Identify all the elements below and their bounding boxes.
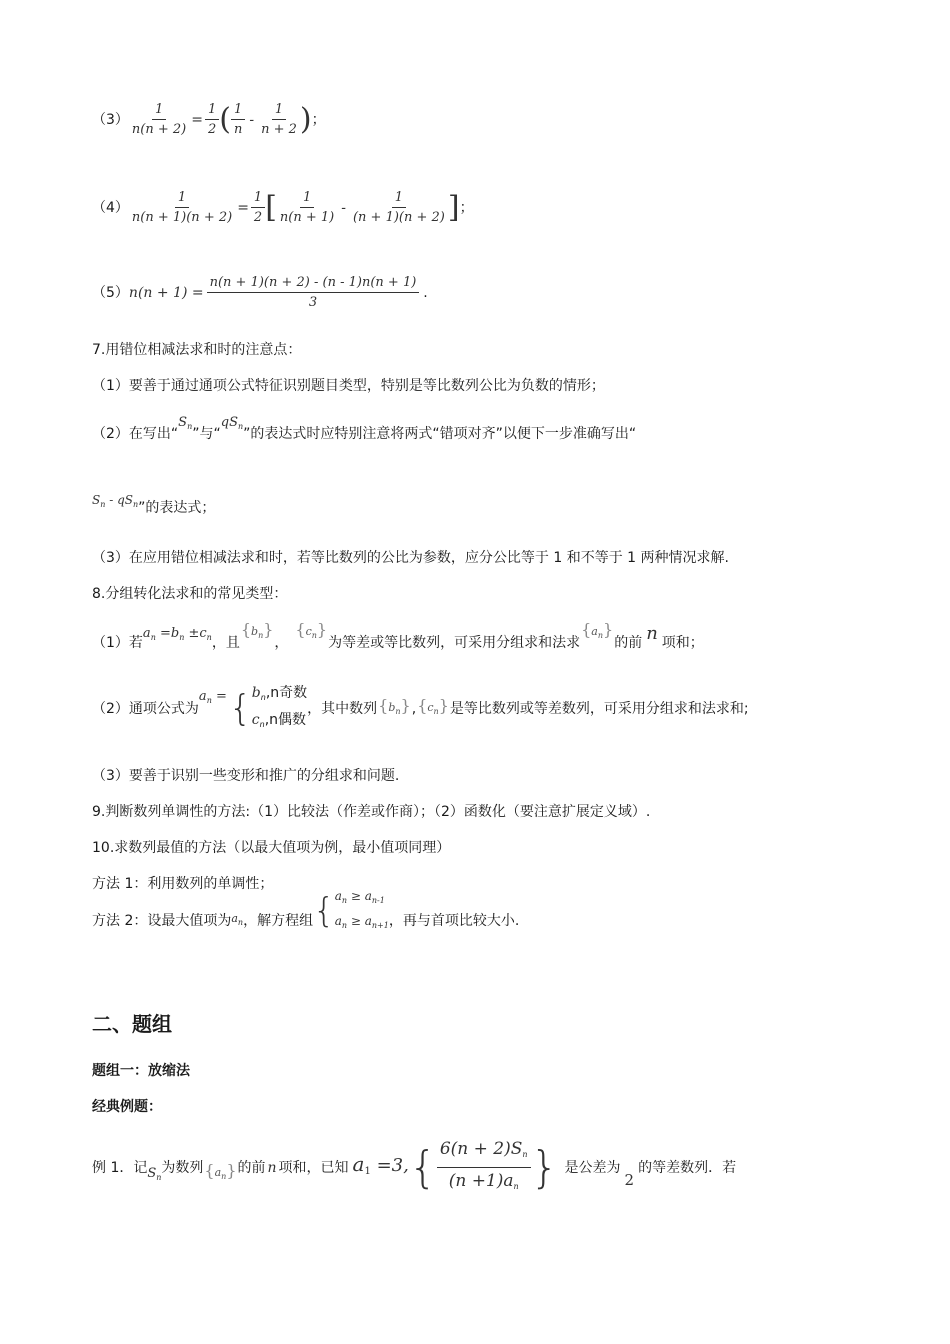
s7-title: 7.用错位相减法求和时的注意点： bbox=[92, 342, 302, 358]
example-fraction: $\frac{6(n + 2)S_n}{(n +1)a_n}$ bbox=[437, 1138, 531, 1198]
s10-m1: 方法 1：利用数列的单调性； bbox=[92, 876, 274, 892]
set-brace-left: { bbox=[408, 1142, 437, 1193]
formula-3: （3） $\frac{1}{n(n + 2)}$ = $\frac{1}{2}$ ( $\frac{1}{n}$ - $\frac{1}{n + 2}$ ) ； bbox=[92, 102, 326, 137]
s7-p2-cont: $S_n - qS_n$”的表达式； bbox=[92, 493, 216, 516]
formula-4: （4） $\frac{1}{n(n + 1)(n + 2)}$ = $\frac{1}{2}$ [ $\frac{1}{n(n + 1)}$ - $\frac{1}{(n + 1)(n + 2)}$ ] ； bbox=[92, 190, 474, 225]
formula-4-label: （4） bbox=[92, 200, 129, 216]
right-paren: ) bbox=[299, 102, 312, 137]
s8-p3: （3）要善于识别一些变形和推广的分组求和问题. bbox=[92, 768, 400, 784]
example-1: 例 1．记 $S_n$ 为数列 $\{a_n\}$ 的前 n 项和，已知 $a_1 =3$, { $\frac{6(n + 2)S_n}{(n +1)a_n}$ } 是公差为 2 的等差数列．若 bbox=[92, 1138, 736, 1198]
set-brace-right: } bbox=[530, 1142, 559, 1193]
s7-p2: （2）在写出“$S_n$”与“$qS_n$”的表达式时应特别注意将两式“错项对齐”以便下一步准确写出“ bbox=[92, 415, 637, 442]
group-1-heading: 题组一：放缩法 bbox=[92, 1063, 190, 1079]
s7-p3: （3）在应用错位相减法求和时，若等比数列的公比为参数，应分公比等于 1 和不等于 1 两种情况求解. bbox=[92, 550, 729, 566]
section-heading: 二、题组 bbox=[92, 1012, 172, 1036]
system-brace: { bbox=[313, 891, 335, 931]
formula-5: （5） n(n + 1) = $\frac{n(n + 1)(n + 2) - (n - 1)n(n + 1)}{3}$ . bbox=[92, 275, 428, 310]
s9: 9.判断数列单调性的方法:（1）比较法（作差或作商）；（2）函数化（要注意扩展定义域）. bbox=[92, 804, 651, 820]
classic-examples-heading: 经典例题： bbox=[92, 1099, 162, 1115]
f3-half: $\frac{1}{2}$ bbox=[205, 102, 219, 138]
formula-5-label: （5） bbox=[92, 285, 129, 301]
s8-p2: （2）通项公式为 $a_n$ = { $b_n,n$奇数 $c_n,n$偶数 ，其中数列 $\{b_n\}$ , $\{c_n\}$ 是等比数列或等差数列，可采用分组求和法求和; bbox=[92, 685, 749, 729]
a1-term: $a_1 =3$, bbox=[352, 1152, 409, 1177]
s10-m2: 方法 2：设最大值项为 $a_n$ ，解方程组 { $a_n \ge a_{n-1}$ $a_n \ge a_{n+1}$ ，再与首项比较大小. bbox=[92, 889, 520, 931]
s10-title: 10.求数列最值的方法（以最大值项为例，最小值项同理） bbox=[92, 840, 451, 856]
left-paren: ( bbox=[219, 102, 231, 137]
s8-p1: （1）若$a_n =b_n \pm c_n$，且$\{b_n\}$，$\{c_n\}$为等差或等比数列，可采用分组求和法求$\{a_n\}$的前 n 项和； bbox=[92, 620, 704, 651]
piecewise-brace: { bbox=[228, 688, 252, 729]
f3-lhs-fraction: $\frac{1}{n(n + 2)}$ bbox=[131, 102, 187, 137]
left-bracket: [ bbox=[265, 190, 277, 225]
formula-3-label: （3） bbox=[92, 112, 129, 128]
s7-p1: （1）要善于通过通项公式特征识别题目类型，特别是等比数列公比为负数的情形； bbox=[92, 378, 605, 394]
right-bracket: ] bbox=[447, 190, 460, 225]
s8-title: 8.分组转化法求和的常见类型： bbox=[92, 586, 288, 602]
